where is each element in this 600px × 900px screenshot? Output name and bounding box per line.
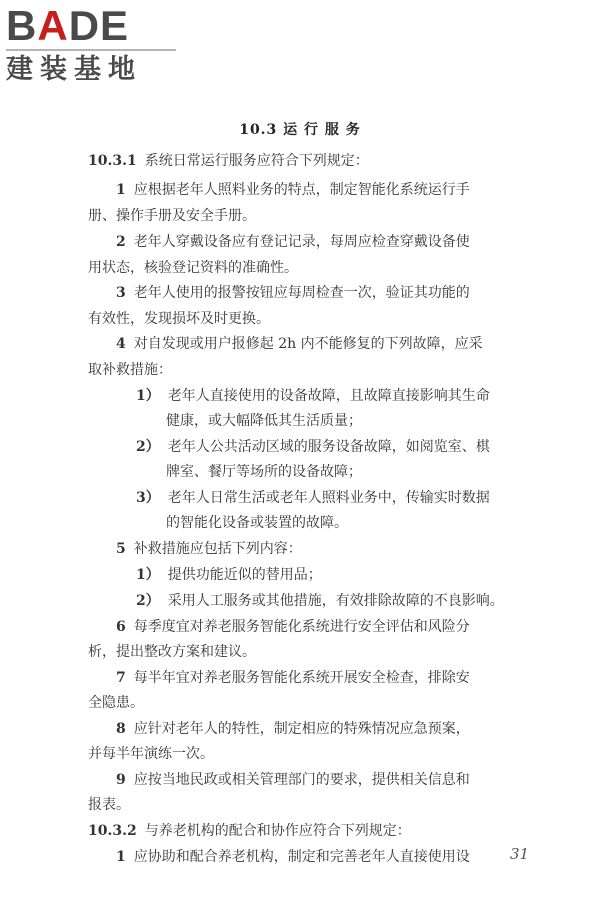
item-5-line-1: 5 补救措施应包括下列内容： [116,541,302,557]
subitem-4-3-line-1: 3） 老年人日常生活或老年人照料业务中，传输实时数据 [136,490,490,506]
subitem-4-1-line-2: 健康，或大幅降低其生活质量； [166,413,362,429]
item-3-line-2: 有效性，发现损坏及时更换。 [88,311,270,327]
item-1-line-1: 1 应根据老年人照料业务的特点，制定智能化系统运行手 [116,182,470,198]
subitem-4-2-line-1: 2） 老年人公共活动区域的服务设备故障，如阅览室、棋 [136,439,490,455]
site-logo [6,4,176,86]
item-9-line-2: 报表。 [88,797,130,813]
logo-letters-de: DE [68,2,130,49]
clause-10-3-2: 10.3.2 与养老机构的配合和协作应符合下列规定： [88,823,411,839]
logo-wordmark [6,4,176,48]
item-9-line-1: 9 应按当地民政或相关管理部门的要求，提供相关信息和 [116,772,470,788]
item-8-line-2: 并每半年演练一次。 [88,746,214,762]
item-6-line-2: 析，提出整改方案和建议。 [88,644,256,660]
subitem-5-1: 1） 提供功能近似的替用品； [136,567,322,583]
item-4-line-1: 4 对自发现或用户报修起 2h 内不能修复的下列故障，应采 [116,336,483,352]
item-2-line-1: 2 老年人穿戴设备应有登记记录，每周应检查穿戴设备使 [116,234,470,250]
page-number: 31 [510,845,530,863]
item-4-line-2: 取补救措施： [88,362,172,378]
clause-10-3-1: 10.3.1 系统日常运行服务应符合下列规定： [88,153,369,169]
subitem-4-3-line-2: 的智能化设备或装置的故障。 [166,515,348,531]
item-2-line-2: 用状态，核验登记资料的准确性。 [88,260,298,276]
subitem-4-2-line-2: 牌室、餐厅等场所的设备故障； [166,464,362,480]
item-6-line-1: 6 每季度宜对养老服务智能化系统进行安全评估和风险分 [116,619,470,635]
logo-letter-a-accent: A [37,2,69,49]
subitem-5-2: 2） 采用人工服务或其他措施，有效排除故障的不良影响。 [136,593,504,609]
item-7-line-2: 全隐患。 [88,695,144,711]
item-1-line-2: 册、操作手册及安全手册。 [88,208,256,224]
logo-letter-b: B [6,2,38,49]
item-7-line-1: 7 每半年宜对养老服务智能化系统开展安全检查，排除安 [116,670,470,686]
logo-subtitle: 建装基地 [6,54,142,85]
item-8-line-1: 8 应针对老年人的特性，制定相应的特殊情况应急预案， [116,721,470,737]
item-10-3-2-1-line-1: 1 应协助和配合养老机构，制定和完善老年人直接使用设 [116,849,470,865]
section-title: 10.3 运 行 服 务 [239,122,361,138]
item-3-line-1: 3 老年人使用的报警按钮应每周检查一次，验证其功能的 [116,285,470,301]
logo-divider [6,49,176,51]
subitem-4-1-line-1: 1） 老年人直接使用的设备故障，且故障直接影响其生命 [136,388,490,404]
